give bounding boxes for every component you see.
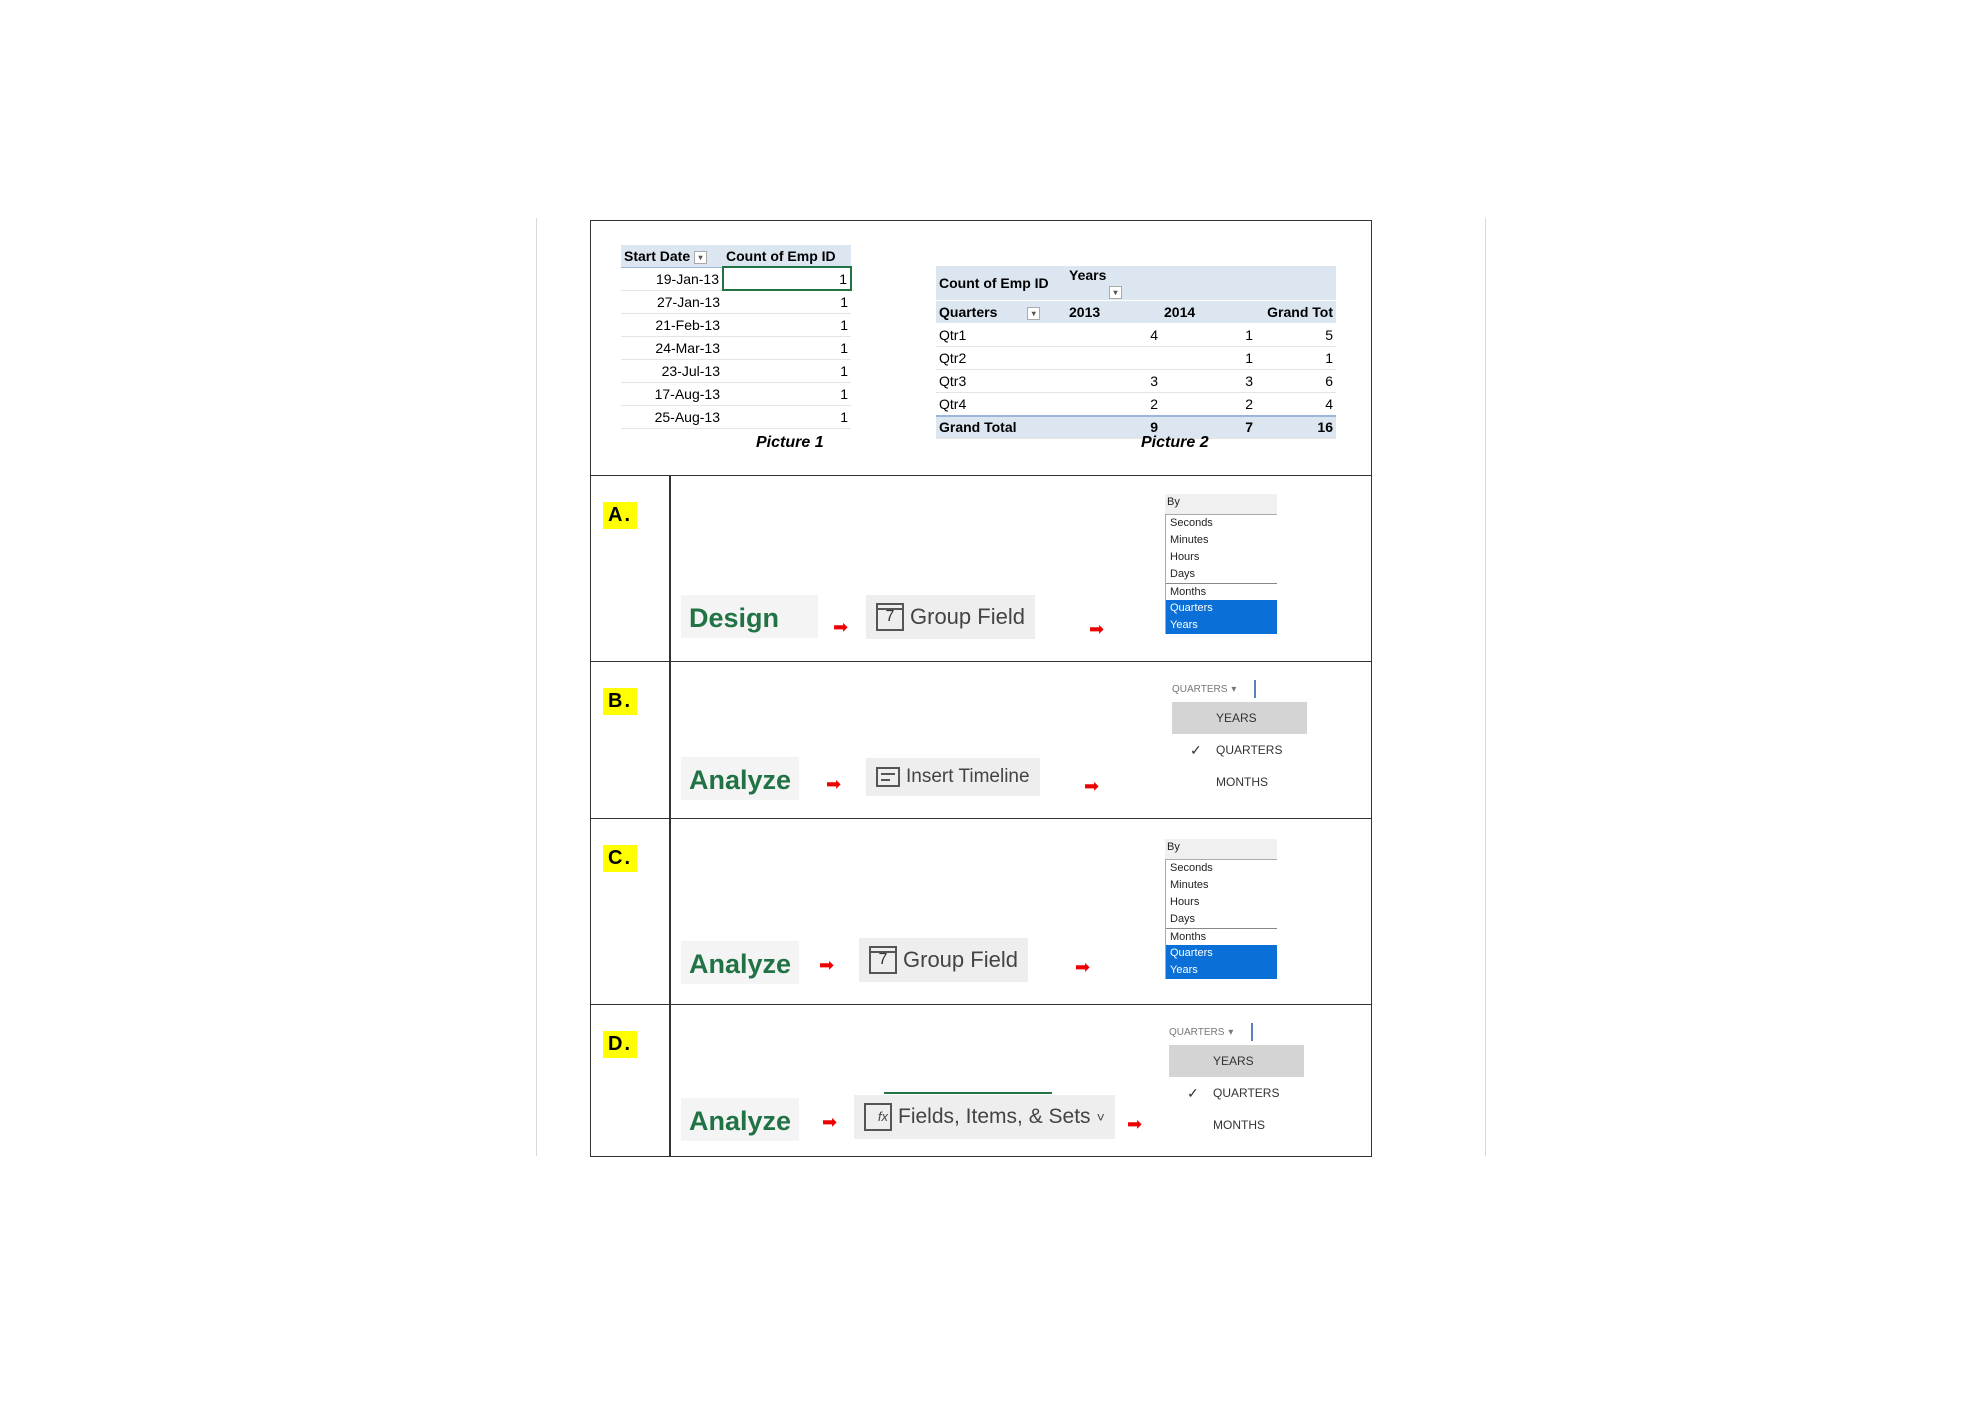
filter-dropdown-icon[interactable]: ▾ — [694, 251, 707, 264]
by-item-years[interactable]: Years — [1166, 617, 1277, 634]
by-label: By — [1165, 494, 1277, 514]
by-item-days[interactable]: Days — [1170, 913, 1196, 925]
picture2-caption: Picture 2 — [1141, 434, 1209, 451]
by-item-minutes[interactable]: Minutes — [1170, 879, 1209, 891]
timeline-option-years[interactable]: YEARS — [1172, 702, 1307, 734]
by-item-minutes[interactable]: Minutes — [1170, 534, 1209, 546]
fields-items-sets-icon: fx — [864, 1103, 892, 1131]
red-right-arrow-icon: ➡ — [1075, 957, 1091, 977]
red-right-arrow-icon: ➡ — [1127, 1114, 1143, 1134]
timeline-option-quarters[interactable]: ✓ QUARTERS — [1169, 1077, 1304, 1109]
option-d[interactable] — [591, 1005, 1371, 1156]
chevron-down-icon: ▾ — [1228, 1026, 1234, 1038]
timeline-option-quarters[interactable]: ✓ QUARTERS — [1172, 734, 1307, 766]
pictures-section — [591, 221, 1371, 476]
picture1-pivot-table — [621, 245, 852, 429]
timeline-icon — [876, 767, 900, 787]
by-item-days[interactable]: Days — [1170, 568, 1196, 580]
group-by-list[interactable] — [1165, 494, 1277, 634]
timeline-level-header[interactable]: QUARTERS ▾ — [1169, 1023, 1304, 1041]
red-right-arrow-icon: ➡ — [833, 617, 849, 637]
table-row: 24-Mar-13 1 — [621, 336, 851, 359]
by-item-quarters[interactable]: Quarters — [1166, 600, 1277, 617]
analyze-tab[interactable]: Analyze — [681, 1098, 799, 1141]
table-row: 27-Jan-13 1 — [621, 290, 851, 313]
by-item-years[interactable]: Years — [1166, 962, 1277, 979]
group-field-button[interactable]: 7 Group Field — [859, 938, 1028, 982]
table-row: 21-Feb-13 1 — [621, 313, 851, 336]
by-item-quarters[interactable]: Quarters — [1166, 945, 1277, 962]
analyze-tab[interactable]: Analyze — [681, 941, 799, 984]
option-b-label: B. — [603, 688, 637, 715]
fields-items-sets-button[interactable]: fx Fields, Items, & Sets ˅ — [854, 1095, 1115, 1139]
table-row: 17-Aug-13 1 — [621, 382, 851, 405]
analyze-tab[interactable]: Analyze — [681, 757, 799, 800]
chevron-down-icon: ˅ — [1096, 1109, 1105, 1125]
right-page-guide — [1485, 218, 1486, 1156]
by-item-months[interactable]: Months — [1166, 928, 1277, 945]
red-right-arrow-icon: ➡ — [819, 955, 835, 975]
insert-timeline-button[interactable]: Insert Timeline — [866, 758, 1040, 796]
ribbon-group-underline — [884, 1092, 1052, 1094]
picture1-caption: Picture 1 — [756, 434, 824, 451]
table-row: 19-Jan-13 1 — [621, 267, 851, 290]
check-icon: ✓ — [1187, 1085, 1199, 1101]
group-by-list[interactable] — [1165, 839, 1277, 979]
table-row: Qtr4 2 2 4 — [936, 393, 1336, 416]
by-item-seconds[interactable]: Seconds — [1170, 517, 1213, 529]
filter-dropdown-icon[interactable]: ▾ — [1109, 286, 1122, 299]
red-right-arrow-icon: ➡ — [1089, 619, 1105, 639]
option-a[interactable] — [591, 476, 1371, 662]
table-row: Qtr2 1 1 — [936, 347, 1336, 370]
filter-dropdown-icon[interactable]: ▾ — [1027, 307, 1040, 320]
red-right-arrow-icon: ➡ — [822, 1112, 838, 1132]
by-item-hours[interactable]: Hours — [1170, 896, 1200, 908]
timeline-option-years[interactable]: YEARS — [1169, 1045, 1304, 1077]
calendar-icon: 7 — [876, 603, 904, 631]
design-tab[interactable]: Design — [681, 595, 818, 638]
option-c[interactable] — [591, 819, 1371, 1005]
timeline-level-menu[interactable] — [1169, 1023, 1304, 1141]
pivot1-header-count: Count of Emp ID — [723, 245, 851, 267]
picture2-pivot-table: Count of Emp ID Years ▾ Quarters ▾ 2013 2014 Grand Tot Qtr1 4 1 5 Qtr2 1 1 Qtr3 3 3 6 Qtr4 2 2 4 Grand Total 9 7 16 — [936, 266, 1336, 439]
timeline-option-months[interactable]: MONTHS — [1213, 1118, 1265, 1132]
timeline-option-months[interactable]: MONTHS — [1216, 775, 1268, 789]
grand-total-row: Grand Total 9 7 16 — [936, 416, 1336, 439]
red-right-arrow-icon: ➡ — [1084, 776, 1100, 796]
group-field-button[interactable]: 7 Group Field — [866, 595, 1035, 639]
by-item-seconds[interactable]: Seconds — [1170, 862, 1213, 874]
calendar-icon: 7 — [869, 946, 897, 974]
chevron-down-icon: ▾ — [1231, 683, 1237, 695]
timeline-level-header[interactable]: QUARTERS ▾ — [1172, 680, 1307, 698]
table-row: Qtr3 3 3 6 — [936, 370, 1336, 393]
by-label: By — [1165, 839, 1277, 859]
option-a-label: A. — [603, 502, 637, 529]
by-item-hours[interactable]: Hours — [1170, 551, 1200, 563]
check-icon: ✓ — [1190, 742, 1202, 758]
timeline-level-menu[interactable] — [1172, 680, 1307, 798]
option-c-label: C. — [603, 845, 637, 872]
red-right-arrow-icon: ➡ — [826, 774, 842, 794]
left-page-guide — [536, 218, 537, 1156]
table-row: Qtr1 4 1 5 — [936, 324, 1336, 347]
option-b[interactable] — [591, 662, 1371, 819]
pivot1-header-start-date[interactable]: Start Date ▾ — [621, 245, 723, 267]
table-row: 25-Aug-13 1 — [621, 405, 851, 428]
table-row: 23-Jul-13 1 — [621, 359, 851, 382]
question-frame — [590, 220, 1372, 1157]
option-d-label: D. — [603, 1031, 637, 1058]
by-item-months[interactable]: Months — [1166, 583, 1277, 600]
